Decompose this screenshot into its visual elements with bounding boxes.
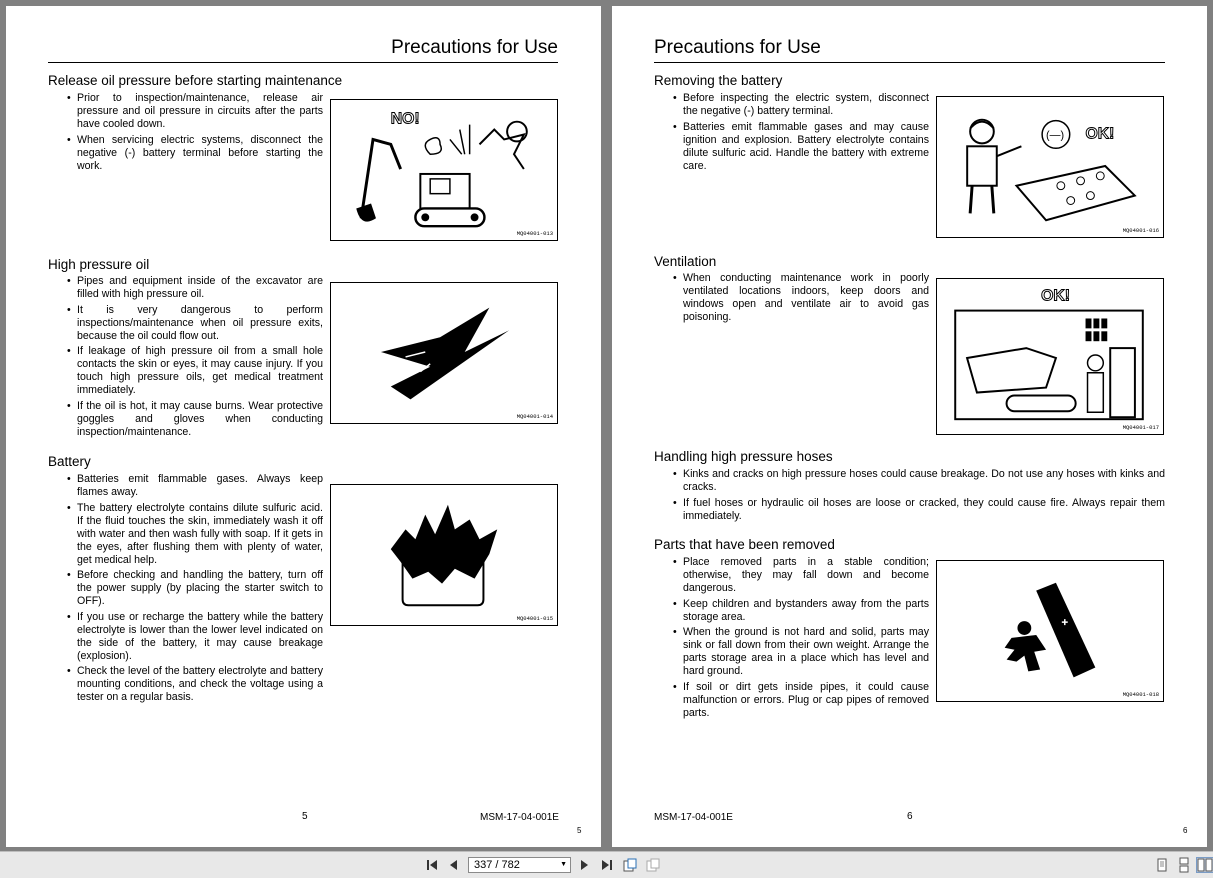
figure-battery-flame bbox=[330, 484, 558, 626]
title-rule bbox=[654, 62, 1165, 63]
figure-code: MQ04001-017 bbox=[1122, 424, 1159, 431]
last-page-icon[interactable] bbox=[597, 857, 615, 873]
section-heading: Handling high pressure hoses bbox=[654, 449, 833, 464]
figure-code: MQ04001-016 bbox=[1122, 227, 1159, 234]
next-page-icon[interactable] bbox=[575, 857, 593, 873]
bullet-list bbox=[672, 272, 929, 327]
two-page-view-icon[interactable] bbox=[1196, 857, 1213, 873]
bullet-item: • Pipes and equipment inside of the excavator are filled with high pressure oil. bbox=[66, 275, 323, 301]
figure-ventilation bbox=[936, 278, 1164, 435]
high-pressure-jet-icon bbox=[331, 283, 557, 423]
bullet-item: • Keep children and bystanders away from the parts storage area. bbox=[672, 598, 929, 624]
section-heading: Battery bbox=[48, 454, 91, 469]
excavator-warning-illustration bbox=[331, 100, 557, 240]
figure-no-pressure-release bbox=[330, 99, 558, 241]
bullet-item: • If fuel hoses or hydraulic oil hoses are loose or cracked, they could cause fire. Always repair them immediately. bbox=[672, 497, 1165, 523]
bullet-item: • If you use or recharge the battery while the battery electrolyte is lower than the lower level indicated on the side of the battery, it may cause breakage (explosion). bbox=[66, 611, 323, 663]
section-heading: Removing the battery bbox=[654, 73, 783, 88]
first-page-icon[interactable] bbox=[424, 857, 442, 873]
chevron-down-icon[interactable]: ▼ bbox=[560, 861, 567, 868]
ventilation-illustration bbox=[937, 279, 1163, 434]
bullet-item: • Batteries emit flammable gases and may cause ignition and explosion. Battery electrolyte contains dilute sulfuric acid. Handle the battery with extreme care. bbox=[672, 121, 929, 173]
bullet-item: • Before checking and handling the battery, turn off the power supply (by placing the starter switch to OFF). bbox=[66, 569, 323, 608]
battery-flame-icon bbox=[331, 485, 557, 625]
viewer-toolbar bbox=[0, 851, 1213, 878]
single-page-view-icon[interactable] bbox=[1153, 857, 1171, 873]
bullet-item: • If soil or dirt gets inside pipes, it could cause malfunction or errors. Plug or cap pipes of removed parts. bbox=[672, 681, 929, 720]
bullet-item: • When the ground is not hard and solid, parts may sink or fall down from their own weight. Arrange the parts storage area in a place which has level and hard ground. bbox=[672, 626, 929, 678]
footer-page-number: 6 bbox=[907, 811, 913, 822]
prev-page-icon[interactable] bbox=[445, 857, 463, 873]
footer-page-number: 5 bbox=[302, 811, 308, 822]
document-page-left bbox=[6, 6, 601, 847]
page-indicator-text: 337 / 782 bbox=[474, 859, 520, 871]
falling-parts-icon bbox=[937, 561, 1163, 701]
bullet-item: • Batteries emit flammable gases. Always keep flames away. bbox=[66, 473, 323, 499]
bullet-item: • If leakage of high pressure oil from a small hole contacts the skin or eyes, it may cause injury. If you touch high pressure oils, get medical treatment immediately. bbox=[66, 345, 323, 397]
bullet-item: • If the oil is hot, it may cause burns. Wear protective goggles and gloves when conducting inspection/maintenance. bbox=[66, 400, 323, 439]
figure-falling-parts bbox=[936, 560, 1164, 702]
bullet-item: • It is very dangerous to perform inspections/maintenance when oil pressure exits, because the oil could flow out. bbox=[66, 304, 323, 343]
corner-page-number: 6 bbox=[1183, 826, 1188, 835]
bullet-item: • Check the level of the battery electrolyte and battery mounting conditions, and check the voltage using a tester on a regular basis. bbox=[66, 665, 323, 704]
figure-code: MQ04001-013 bbox=[516, 230, 553, 237]
figure-high-pressure-oil bbox=[330, 282, 558, 424]
ok-label: OK! bbox=[1085, 125, 1115, 143]
bullet-list bbox=[672, 92, 929, 175]
section-heading: Ventilation bbox=[654, 254, 717, 269]
footer-doc-code: MSM-17-04-001E bbox=[480, 812, 559, 823]
negative-terminal-label: (—) bbox=[1046, 129, 1065, 142]
no-label: NO! bbox=[390, 110, 420, 128]
section-heading: High pressure oil bbox=[48, 257, 150, 272]
bullet-list bbox=[672, 468, 1165, 525]
figure-removing-battery bbox=[936, 96, 1164, 238]
document-page-right bbox=[612, 6, 1207, 847]
figure-code: MQ04001-015 bbox=[516, 615, 553, 622]
bullet-item: • When conducting maintenance work in poorly ventilated locations indoors, keep doors and windows open and ventilate air to avoid gas poisoning. bbox=[672, 272, 929, 324]
bullet-item: • Place removed parts in a stable condition; otherwise, they may fall down and become dangerous. bbox=[672, 556, 929, 595]
section-heading: Release oil pressure before starting maintenance bbox=[48, 73, 343, 88]
continuous-view-icon[interactable] bbox=[1175, 857, 1193, 873]
page-title: Precautions for Use bbox=[391, 37, 558, 58]
title-rule bbox=[48, 62, 558, 63]
bullet-item: • Before inspecting the electric system, disconnect the negative (-) battery terminal. bbox=[672, 92, 929, 118]
bullet-list bbox=[66, 473, 323, 707]
bullet-item: • Prior to inspection/maintenance, release air pressure and oil pressure in circuits after the parts have cooled down. bbox=[66, 92, 323, 131]
worker-battery-illustration bbox=[937, 97, 1163, 237]
rotate-icon[interactable] bbox=[621, 857, 639, 873]
bullet-item: • Kinks and cracks on high pressure hoses could cause breakage. Do not use any hoses with kinks and cracks. bbox=[672, 468, 1165, 494]
section-heading: Parts that have been removed bbox=[654, 537, 835, 552]
ok-label: OK! bbox=[1041, 287, 1071, 305]
footer-doc-code: MSM-17-04-001E bbox=[654, 812, 733, 823]
bullet-list bbox=[66, 275, 323, 441]
bullet-item: • The battery electrolyte contains dilute sulfuric acid. If the fluid touches the skin, immediately wash it off with water and then wash fully with soap. If it gets in the eyes, after flushing them with plenty of water, get medical help. bbox=[66, 502, 323, 567]
corner-page-number: 5 bbox=[577, 826, 582, 835]
page-title: Precautions for Use bbox=[654, 37, 821, 58]
bullet-list bbox=[66, 92, 323, 175]
bullet-list bbox=[672, 556, 929, 722]
page-number-input[interactable] bbox=[468, 857, 571, 873]
copy-icon[interactable] bbox=[644, 857, 662, 873]
figure-code: MQ04001-014 bbox=[516, 413, 553, 420]
bullet-item: • When servicing electric systems, disconnect the negative (-) battery terminal before starting the work. bbox=[66, 134, 323, 173]
figure-code: MQ04001-018 bbox=[1122, 691, 1159, 698]
